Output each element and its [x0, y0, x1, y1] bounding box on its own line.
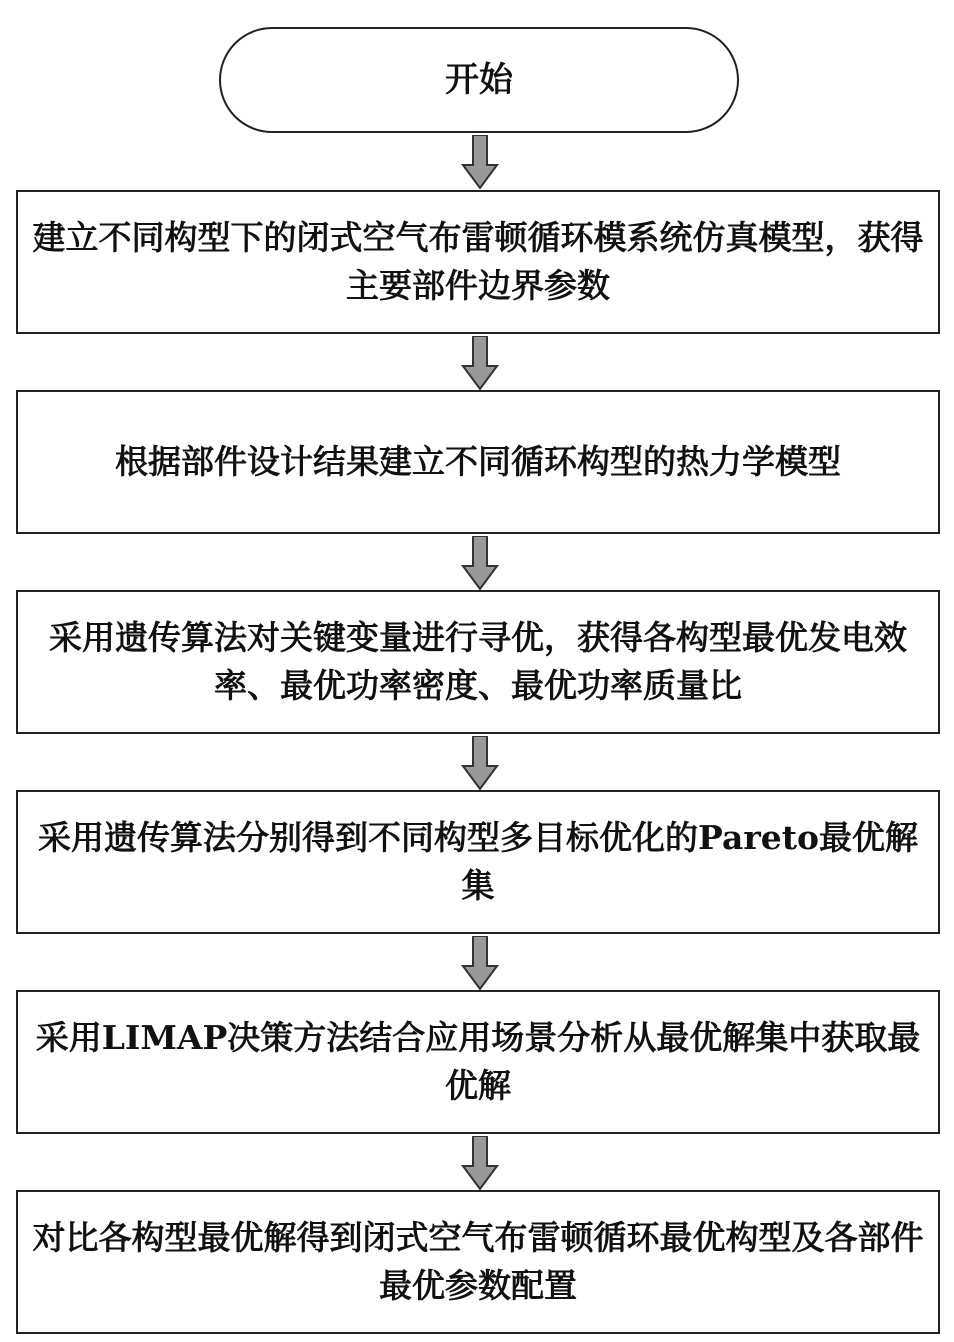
step-2-box	[16, 390, 940, 534]
start-terminal	[219, 27, 739, 133]
down-arrow-icon	[461, 1136, 499, 1190]
step-6-box	[16, 1190, 940, 1334]
step-5-label: 采用LIMAP决策方法结合应用场景分析从最优解集中获取最优解	[35, 1018, 921, 1105]
start-label: 开始	[445, 60, 513, 100]
down-arrow-icon	[461, 336, 499, 390]
down-arrow-icon	[461, 135, 499, 189]
step-5-box	[16, 990, 940, 1134]
step-4-box	[16, 790, 940, 934]
down-arrow-icon	[461, 936, 499, 990]
step-3-box	[16, 590, 940, 734]
down-arrow-icon	[461, 736, 499, 790]
step-6-label: 对比各构型最优解得到闭式空气布雷顿循环最优构型及各部件最优参数配置	[32, 1218, 924, 1305]
step-3-label: 采用遗传算法对关键变量进行寻优，获得各构型最优发电效率、最优功率密度、最优功率质量比	[49, 618, 907, 705]
down-arrow-icon	[461, 536, 499, 590]
step-1-box	[16, 190, 940, 334]
step-4-label: 采用遗传算法分别得到不同构型多目标优化的Pareto最优解集	[38, 818, 918, 905]
step-2-label: 根据部件设计结果建立不同循环构型的热力学模型	[115, 442, 841, 481]
step-1-label: 建立不同构型下的闭式空气布雷顿循环模系统仿真模型，获得主要部件边界参数	[32, 218, 924, 305]
